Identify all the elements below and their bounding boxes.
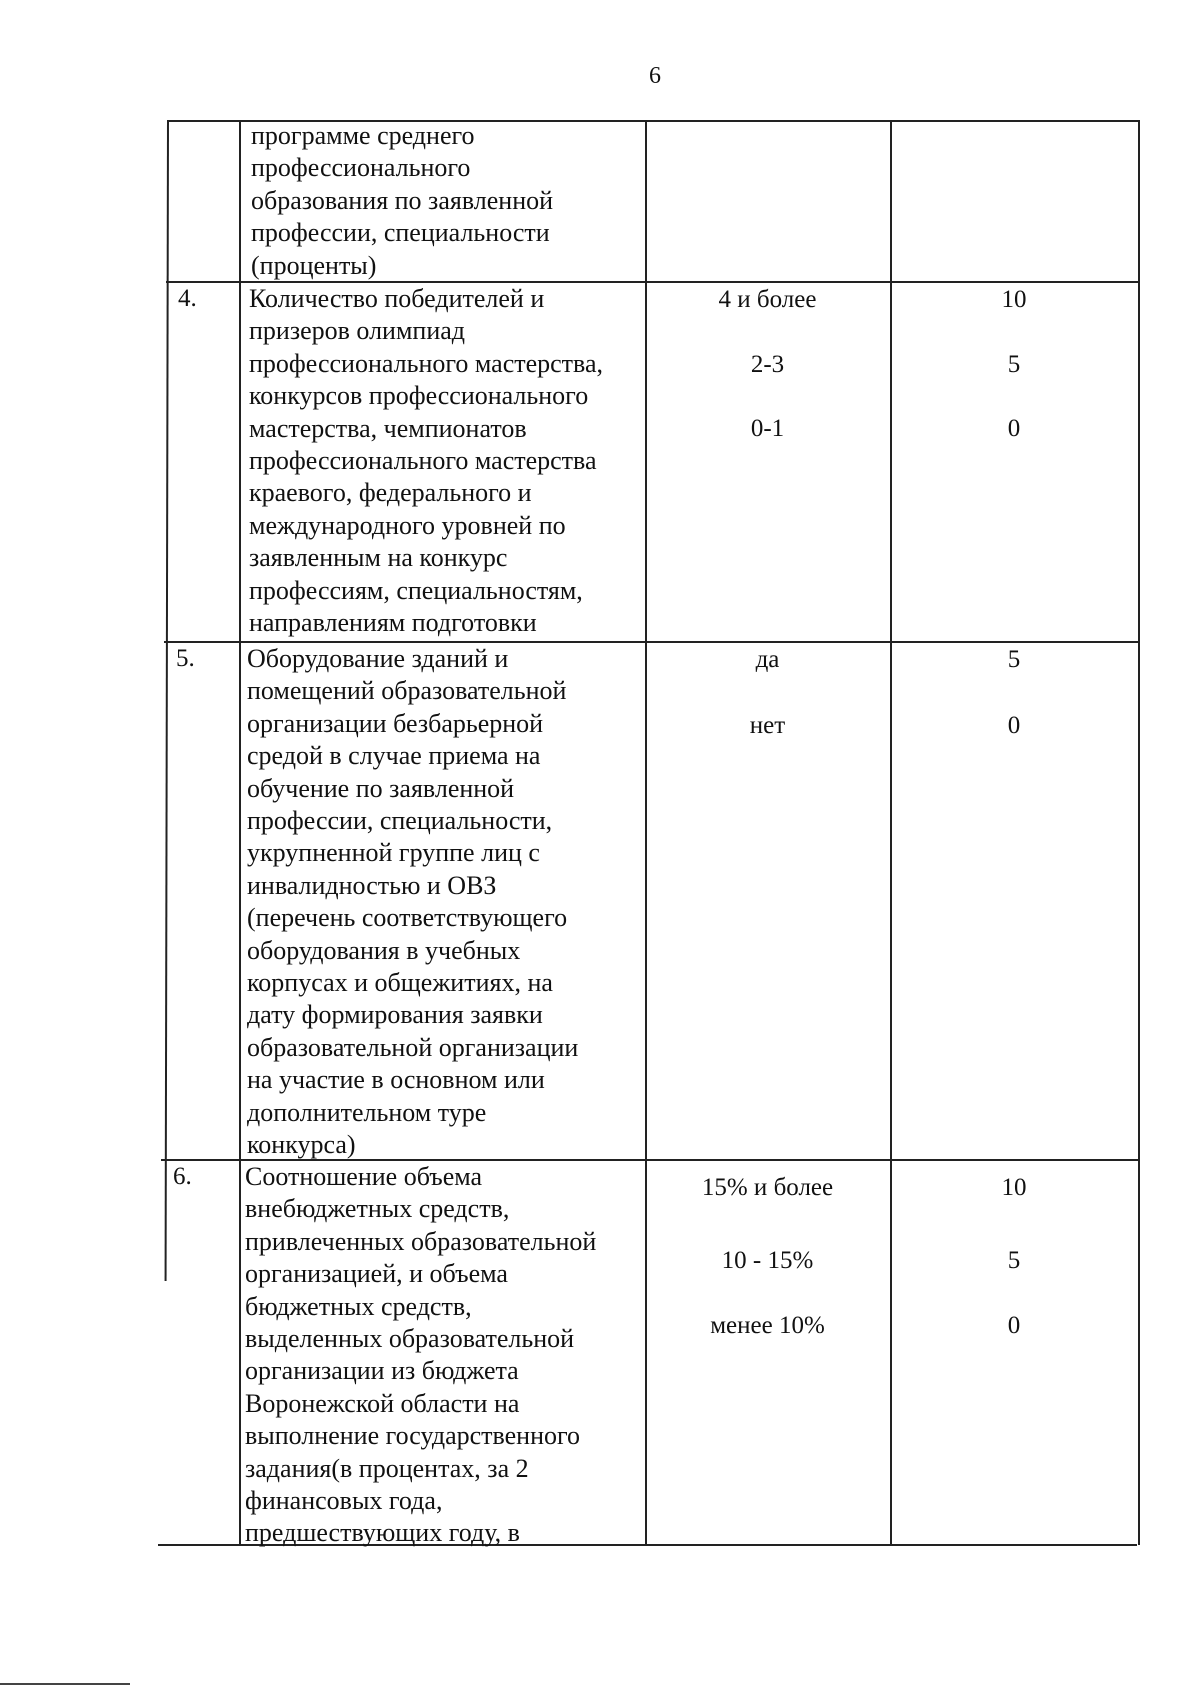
score-value: 10 xyxy=(1001,1174,1027,1201)
table-row-criterion: Оборудование зданий и помещений образовательной организации безбарьерной средой в случае приема на обучение по заявленной профессии, специальности, укрупненной группе лиц с инвалидностью и ОВЗ (перечень соответствующего оборудования в учебных корпусах и общежитиях, на дату формирования заявки образовательной организации на участие в основном или дополнительном туре конкурса) xyxy=(247,644,579,1160)
condition-value: 10 - 15% xyxy=(721,1247,814,1274)
score-value: 5 xyxy=(1007,1247,1021,1274)
score-value: 0 xyxy=(1007,712,1021,739)
condition-value: 4 и более xyxy=(718,286,817,313)
score-value: 5 xyxy=(1007,646,1021,673)
table-row-number: 6. xyxy=(173,1163,192,1190)
table-row-criterion: программе среднего профессионального образования по заявленной профессии, специальности (проценты) xyxy=(251,121,554,280)
condition-value: 0-1 xyxy=(750,415,785,442)
condition-value: менее 10% xyxy=(710,1312,825,1339)
table-border-right xyxy=(1138,120,1140,1545)
table-row-criterion: Соотношение объема внебюджетных средств, привлеченных образовательной организацией, и объема бюджетных средств, выделенных образовательной организации из бюджета Воронежской области на выполнение государственного задания(в процентах, за 2 финансовых года, предшествующих году, в xyxy=(245,1162,597,1548)
score-value: 10 xyxy=(1001,286,1027,313)
scan-artifact-line xyxy=(0,1683,130,1685)
table-row-number: 5. xyxy=(176,645,195,672)
condition-value: нет xyxy=(749,712,786,739)
score-value: 0 xyxy=(1007,1312,1021,1339)
score-value: 0 xyxy=(1007,415,1021,442)
page-number: 6 xyxy=(649,63,661,89)
column-divider xyxy=(239,120,241,1545)
table-row-criterion: Количество победителей и призеров олимпиад профессионального мастерства, конкурсов профессионального мастерства, чемпионатов профессионального мастерства краевого, федерального и международного уровней по заявленным на конкурс профессиям, специальностям, направлениям подготовки xyxy=(249,284,604,638)
table-border-left xyxy=(165,120,169,1281)
condition-value: 2-3 xyxy=(750,351,785,378)
score-value: 5 xyxy=(1007,351,1021,378)
condition-value: 15% и более xyxy=(701,1174,834,1201)
table-row-number: 4. xyxy=(178,285,197,312)
condition-value: да xyxy=(755,646,780,673)
